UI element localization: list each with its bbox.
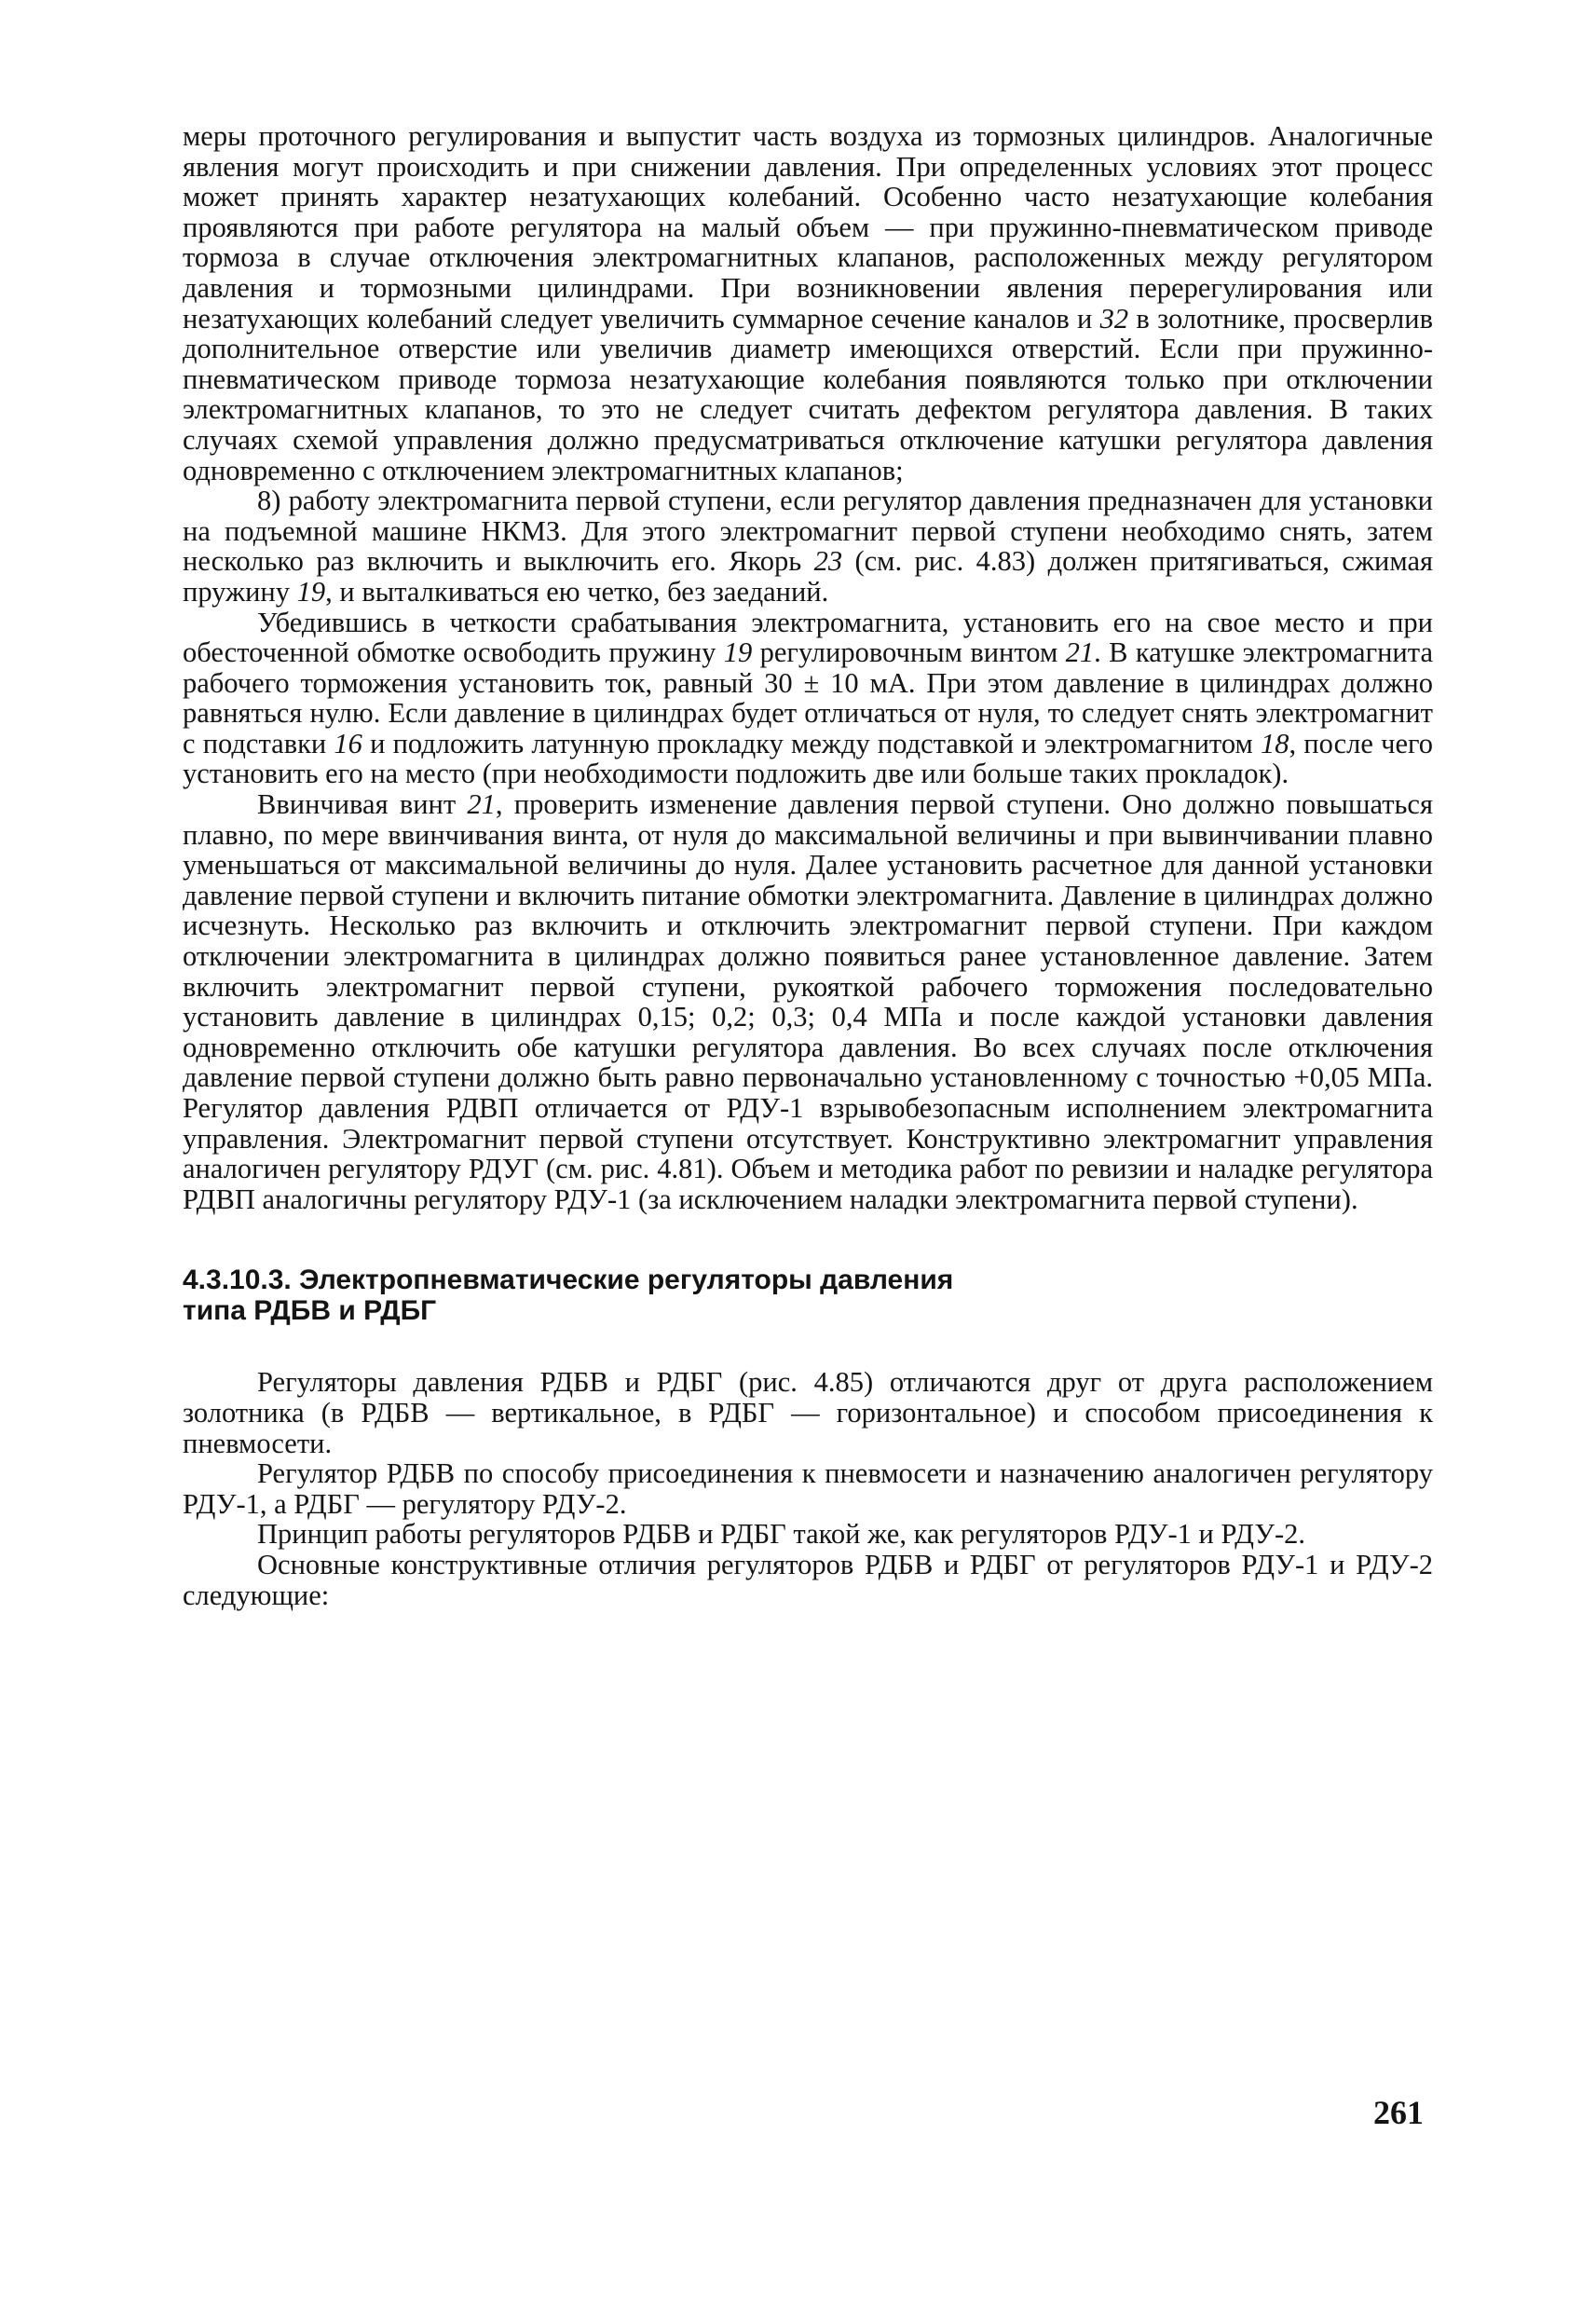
paragraph-2-part-1: 8) работу электромагнита первой ступени, если регулятор давления предназначен для установки на подъемной машине НКМЗ. Для этого электромагнит первой ступени необходимо снять, затем несколько раз включить и выключить его. Якорь bbox=[183, 485, 1433, 578]
paragraph-2-part-2: (см. рис. 4.83) должен притягиваться, сжимая пружину bbox=[183, 545, 1434, 608]
reference-number: 21 bbox=[1065, 636, 1095, 669]
reference-number: 16 bbox=[334, 727, 362, 759]
section-heading-line-2: типа РДБВ и РДБГ bbox=[183, 1295, 437, 1327]
paragraph-3-part-5: , после чего установить его на место (при необходимости подложить две или больше таких прокладок). bbox=[183, 727, 1433, 790]
reference-number: 23 bbox=[813, 545, 843, 578]
paragraph-1 bbox=[183, 121, 1433, 485]
paragraph-1-part-2: и bbox=[1077, 302, 1100, 335]
paragraph-8: Основные конструктивные отличия регуляторов РДБВ и РДБГ от регуляторов РДУ-1 и РДУ-2 следующие: bbox=[183, 1548, 1433, 1611]
section-heading bbox=[183, 1265, 1433, 1326]
section-heading-line-1: 4.3.10.3. Электропневматические регуляторы давления bbox=[183, 1265, 954, 1296]
paragraph-6: Регулятор РДБВ по способу присоединения к пневмосети и назначению аналогичен регулятору РДУ-1, а РДБГ — регулятору РДУ-2. bbox=[183, 1457, 1433, 1520]
paragraph-3-part-4: и подложить латунную прокладку между подставкой и электромагнитом bbox=[361, 727, 1261, 759]
paragraph-7: Принцип работы регуляторов РДБВ и РДБГ такой же, как регуляторов РДУ-1 и РДУ-2. bbox=[257, 1518, 1305, 1551]
paragraph-3-part-2: регулировочным винтом bbox=[752, 636, 1066, 669]
paragraph-3-part-1: Убедившись в четкости срабатывания электромагнита, установить его на свое место и при обесточенной обмотке освободить пружину bbox=[183, 606, 1433, 669]
page-number: 261 bbox=[1373, 2094, 1424, 2131]
spacer bbox=[183, 1214, 1433, 1265]
paragraph-1-part-1: меры проточного регулирования и выпустит часть воздуха из тормозных цилиндров. Аналогичные явления могут происходить и при снижении давления. При определенных условиях этот процесс может принять характер незатухающих колебаний. Особенно часто незатухающие колебания проявляются при работе регулятора на малый объем — при пружинно-пневматическом приводе тормоза в случае отключения электромагнитных клапанов, расположенных между регулятором давления и тормозными цилиндрами. При возникновении явления перерегулирования или незатухающих колебаний следует увеличить суммарное сечение каналов bbox=[183, 120, 1433, 335]
page-body bbox=[183, 121, 1433, 1610]
reference-number: 21 bbox=[467, 788, 496, 821]
reference-number: 19 bbox=[723, 636, 753, 669]
paragraph-2-part-3: , и выталкиваться ею четко, без заеданий. bbox=[325, 575, 829, 608]
paragraph-2 bbox=[183, 485, 1433, 607]
reference-number: 19 bbox=[296, 575, 326, 608]
paragraph-5: Регуляторы давления РДБВ и РДБГ (рис. 4.85) отличаются друг от друга расположением золотника (в РДБВ — вертикальное, в РДБГ — горизонтальное) и способом присоединения к пневмосети. bbox=[183, 1366, 1433, 1459]
paragraph-1-part-3: в золотнике, просверлив дополнительное отверстие или увеличив диаметр имеющихся отверстий. Если при пружинно-пневматическом приводе тормоза незатухающие колебания появляются только при отключении электромагнитных клапанов, то это не следует считать дефектом регулятора давления. В таких случаях схемой управления должно предусматриваться отключение катушки регулятора давления одновременно с отключением электромагнитных клапанов; bbox=[183, 302, 1433, 486]
paragraph-3 bbox=[183, 608, 1433, 790]
paragraph-4 bbox=[183, 789, 1433, 1214]
reference-number: 18 bbox=[1261, 727, 1289, 759]
paragraph-4-part-2: , проверить изменение давления первой ступени. Оно должно повышаться плавно, по мере ввинчивания винта, от нуля до максимальной величины и при вывинчивании плавно уменьшаться от максимальной величины до нуля. Далее установить расчетное для данной установки давление первой ступени и включить питание обмотки электромагнита. Давление в цилиндрах должно исчезнуть. Несколько раз включить и отключить электромагнит первой ступени. При каждом отключении электромагнита в цилиндрах должно появиться ранее установленное давление. Затем включить электромагнит первой ступени, рукояткой рабочего торможения последовательно установить давление в цилиндрах 0,15; 0,2; 0,3; 0,4 МПа и после каждой установки давления одновременно отключить обе катушки регулятора давления. Во всех случаях после отключения давление первой ступени должно быть равно первоначально установленному с точностью +0,05 МПа. Регулятор давления РДВП отличается от РДУ-1 взрывобезопасным исполнением электромагнита управления. Электромагнит первой ступени отсутствует. Конструктивно электромагнит управления аналогичен регулятору РДУГ (см. рис. 4.81). Объем и методика работ по ревизии и наладке регулятора РДВП аналогичны регулятору РДУ-1 (за исключением наладки электромагнита первой ступени). bbox=[183, 788, 1433, 1215]
paragraph-4-part-1: Ввинчивая винт bbox=[257, 788, 468, 821]
paragraph-3-part-3: . В катушке электромагнита рабочего торможения установить ток, равный 30 ± 10 мА. При этом давление в цилиндрах должно равняться нулю. Если давление в цилиндрах будет отличаться от нуля, то следует снять электромагнит с подставки bbox=[183, 636, 1433, 759]
reference-number: 32 bbox=[1099, 302, 1129, 335]
spacer bbox=[183, 1326, 1433, 1367]
